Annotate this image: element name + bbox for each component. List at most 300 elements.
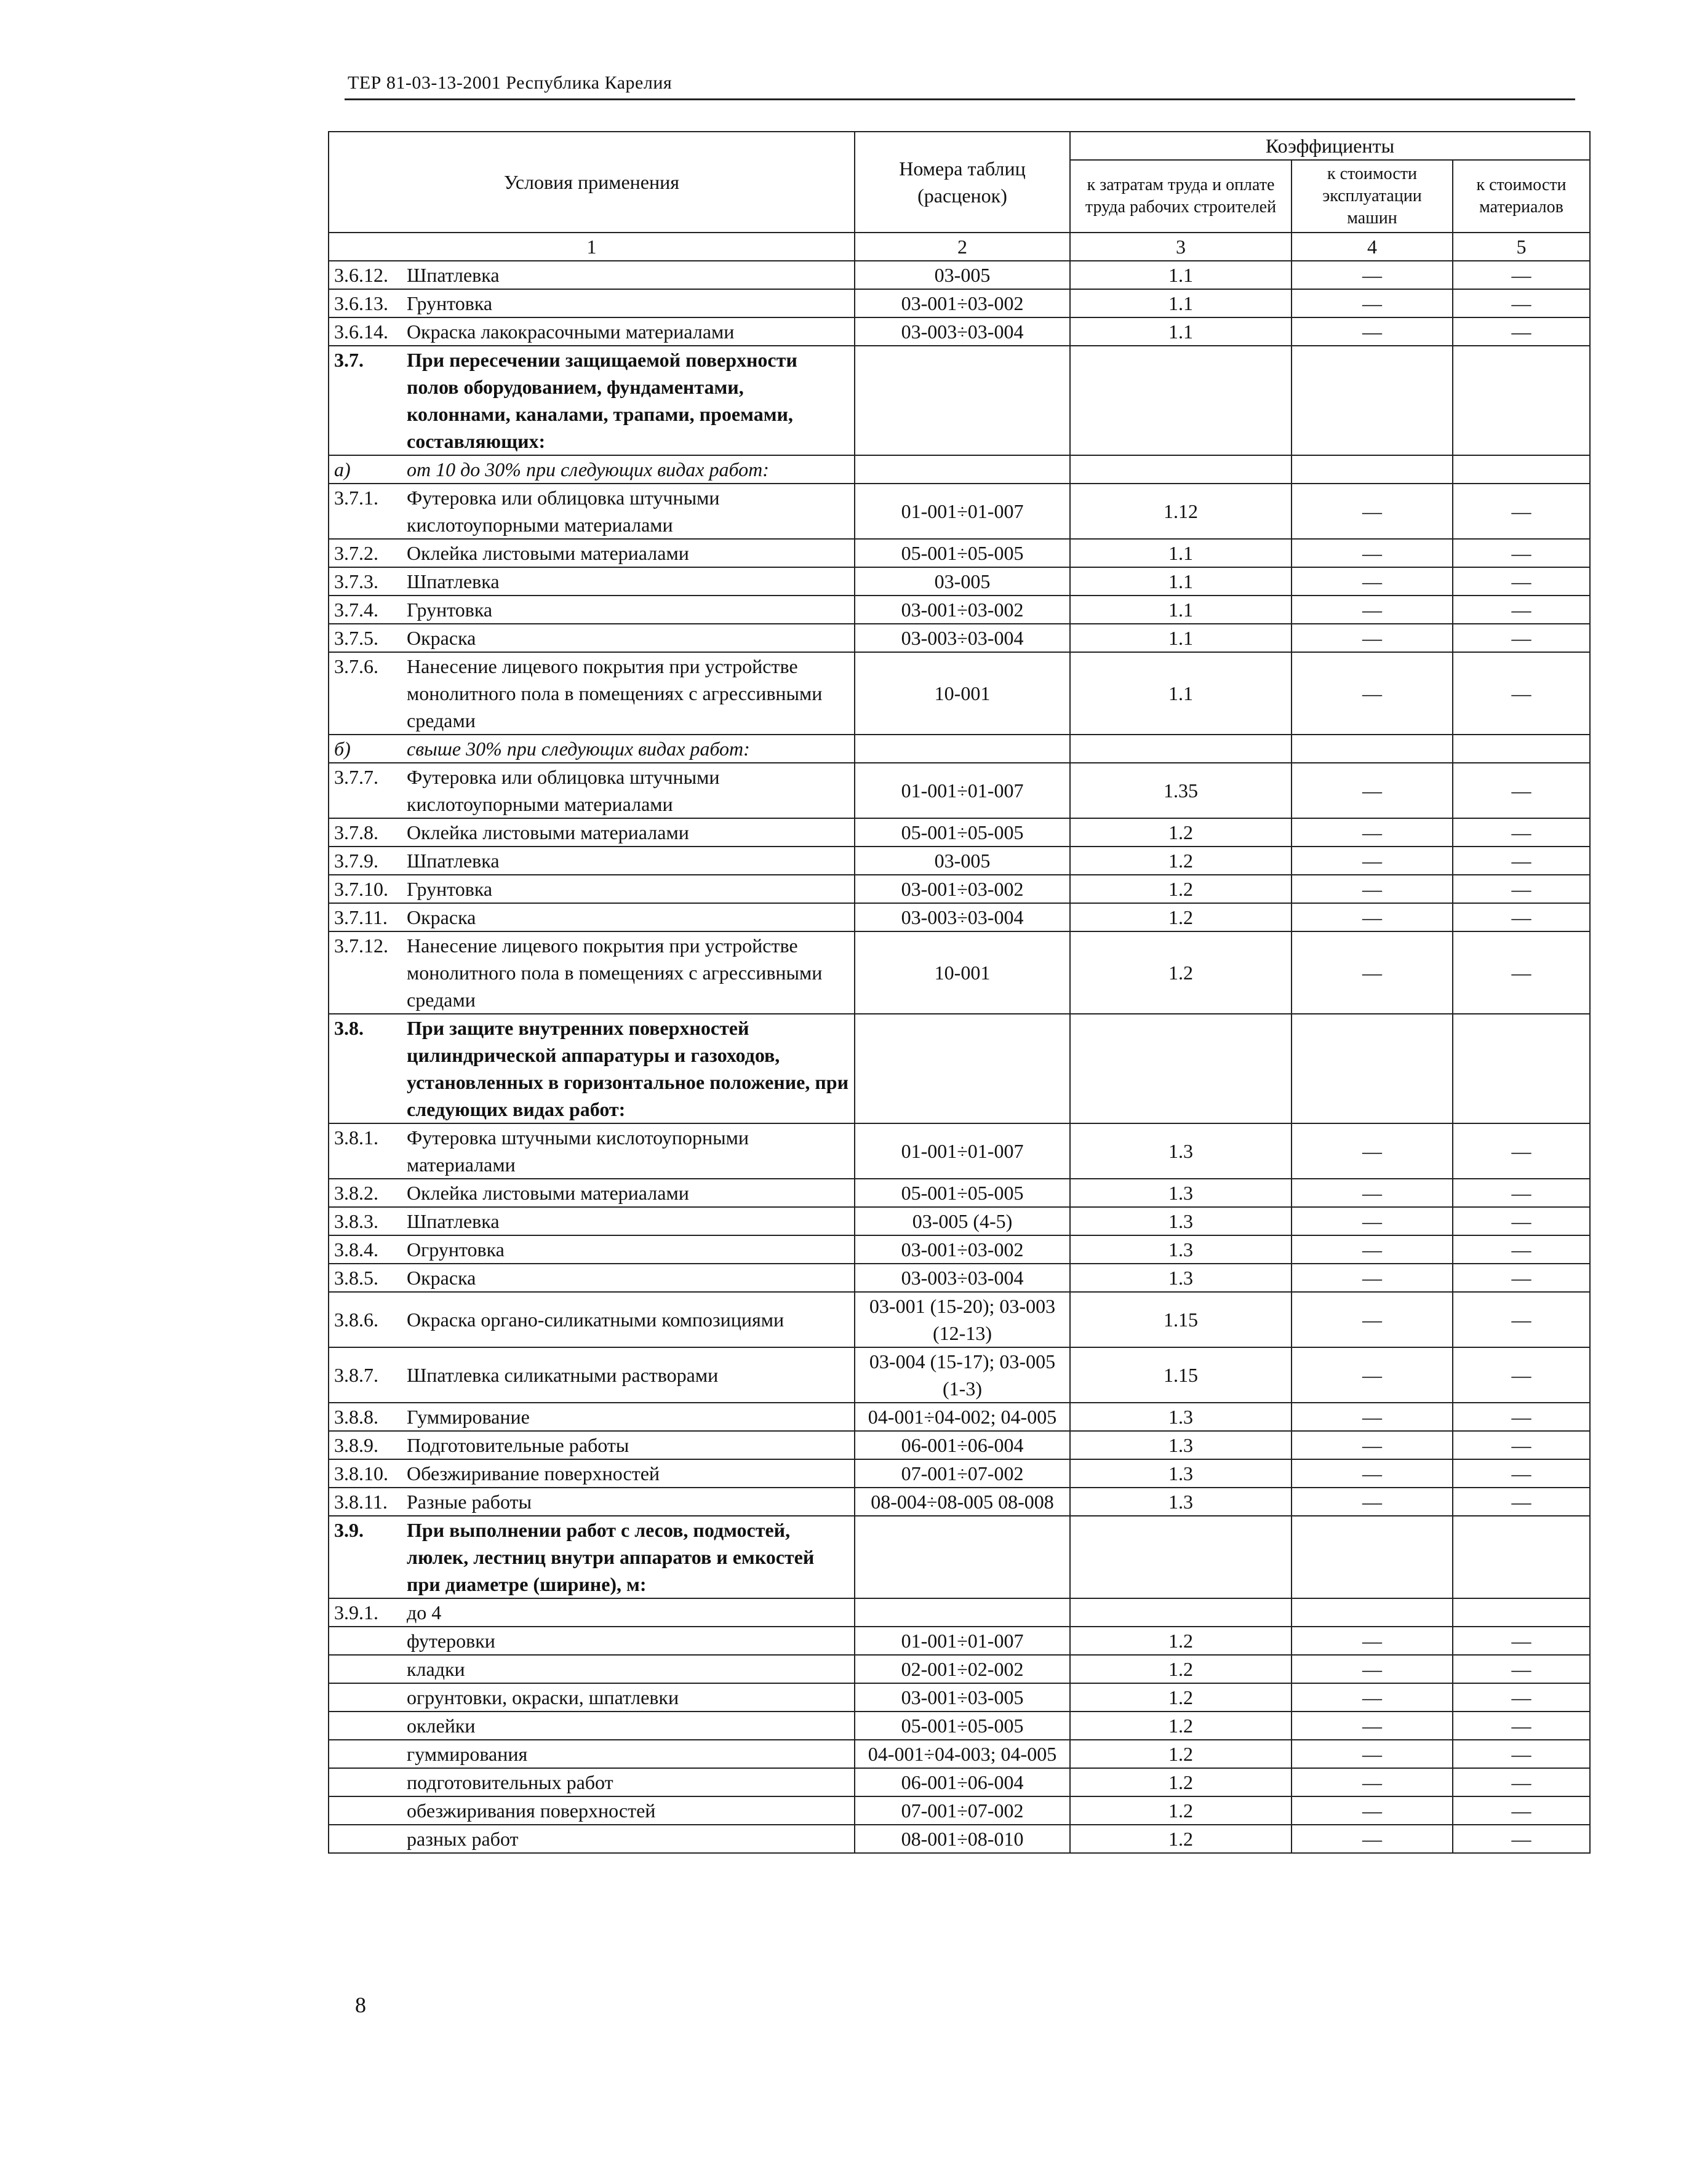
- condition-text: При выполнении работ с лесов, подмостей, люлек, лестниц внутри аппаратов и емкостей при диаметре (ширине), м:: [407, 1519, 815, 1595]
- condition-cell: [329, 261, 855, 289]
- item-number: 3.7.4.: [334, 599, 378, 621]
- materials-coefficient: —: [1453, 1488, 1590, 1516]
- item-number: 3.7.3.: [334, 570, 378, 592]
- materials-coefficient: —: [1453, 1347, 1590, 1403]
- table-row: [329, 289, 1590, 317]
- labor-coefficient: 1.3: [1070, 1179, 1292, 1207]
- col-number-3: 3: [1070, 233, 1292, 261]
- condition-text: Шпатлевка силикатными растворами: [407, 1364, 719, 1386]
- labor-coefficient: 1.2: [1070, 875, 1292, 903]
- tables-cell: 01-001÷01-007: [855, 1123, 1070, 1179]
- materials-coefficient: —: [1453, 903, 1590, 931]
- table-row: [329, 1264, 1590, 1292]
- condition-text: Шпатлевка: [407, 264, 500, 286]
- table-row: [329, 1488, 1590, 1516]
- tables-cell: 05-001÷05-005: [855, 539, 1070, 567]
- table-row: [329, 539, 1590, 567]
- labor-coefficient: 1.3: [1070, 1431, 1292, 1459]
- condition-cell: [329, 455, 855, 484]
- table-row: [329, 1768, 1590, 1796]
- condition-cell: [329, 1235, 855, 1264]
- labor-coefficient: [1070, 1516, 1292, 1598]
- table-row: [329, 931, 1590, 1014]
- labor-coefficient: 1.2: [1070, 1740, 1292, 1768]
- table-row: [329, 652, 1590, 735]
- condition-cell: [329, 346, 855, 455]
- machines-coefficient: —: [1292, 1292, 1453, 1347]
- machines-coefficient: [1292, 1014, 1453, 1123]
- condition-cell: [329, 1627, 855, 1655]
- item-number: 3.7.2.: [334, 542, 378, 564]
- tables-cell: 02-001÷02-002: [855, 1655, 1070, 1683]
- labor-coefficient: 1.12: [1070, 484, 1292, 539]
- materials-coefficient: —: [1453, 875, 1590, 903]
- col-tables-header: Номера таблиц (расценок): [855, 132, 1070, 233]
- table-row: [329, 1740, 1590, 1768]
- condition-cell: [329, 317, 855, 346]
- item-number: [334, 1656, 407, 1683]
- machines-coefficient: —: [1292, 1740, 1453, 1768]
- tables-cell: 01-001÷01-007: [855, 763, 1070, 818]
- item-number: 3.6.13.: [334, 292, 388, 314]
- tables-cell: 03-003÷03-004: [855, 624, 1070, 652]
- materials-coefficient: —: [1453, 1825, 1590, 1853]
- machines-coefficient: —: [1292, 1488, 1453, 1516]
- materials-coefficient: —: [1453, 1768, 1590, 1796]
- condition-cell: [329, 1712, 855, 1740]
- materials-coefficient: —: [1453, 1431, 1590, 1459]
- table-row: [329, 1235, 1590, 1264]
- condition-text: Шпатлевка: [407, 1210, 500, 1232]
- materials-coefficient: —: [1453, 1264, 1590, 1292]
- tables-cell: 05-001÷05-005: [855, 1712, 1070, 1740]
- condition-cell: [329, 931, 855, 1014]
- labor-coefficient: 1.2: [1070, 1712, 1292, 1740]
- condition-text: Подготовительные работы: [407, 1434, 629, 1456]
- condition-text: Окраска: [407, 627, 476, 649]
- condition-cell: [329, 1403, 855, 1431]
- col-number-1: 1: [329, 233, 855, 261]
- condition-cell: [329, 818, 855, 847]
- condition-cell: [329, 875, 855, 903]
- labor-coefficient: 1.1: [1070, 261, 1292, 289]
- machines-coefficient: —: [1292, 1825, 1453, 1853]
- materials-coefficient: —: [1453, 1740, 1590, 1768]
- table-row: [329, 1292, 1590, 1347]
- materials-coefficient: —: [1453, 818, 1590, 847]
- tables-cell: [855, 1598, 1070, 1627]
- tables-cell: 03-005: [855, 847, 1070, 875]
- table-body: [329, 261, 1590, 1853]
- materials-coefficient: —: [1453, 652, 1590, 735]
- section-row: [329, 1516, 1590, 1598]
- tables-cell: [855, 735, 1070, 763]
- labor-coefficient: [1070, 1014, 1292, 1123]
- labor-coefficient: 1.3: [1070, 1488, 1292, 1516]
- col-coefficients-header: Коэффициенты: [1070, 132, 1590, 160]
- labor-coefficient: 1.3: [1070, 1123, 1292, 1179]
- materials-coefficient: —: [1453, 539, 1590, 567]
- labor-coefficient: 1.1: [1070, 317, 1292, 346]
- item-number: 3.8.11.: [334, 1491, 388, 1513]
- tables-cell: 03-003÷03-004: [855, 903, 1070, 931]
- condition-text: до 4: [407, 1601, 442, 1624]
- labor-coefficient: [1070, 455, 1292, 484]
- table-row: [329, 484, 1590, 539]
- materials-coefficient: —: [1453, 1123, 1590, 1179]
- table-row: [329, 1347, 1590, 1403]
- condition-text: Окраска органо-силикатными композициями: [407, 1309, 785, 1331]
- tables-cell: 04-001÷04-002; 04-005: [855, 1403, 1070, 1431]
- condition-cell: [329, 652, 855, 735]
- labor-coefficient: 1.2: [1070, 931, 1292, 1014]
- col-conditions-header: Условия применения: [329, 132, 855, 233]
- section-row: [329, 1014, 1590, 1123]
- materials-coefficient: —: [1453, 1712, 1590, 1740]
- materials-coefficient: —: [1453, 847, 1590, 875]
- subsection-row: [329, 735, 1590, 763]
- condition-text: Шпатлевка: [407, 850, 500, 872]
- condition-cell: [329, 1825, 855, 1853]
- page-number: 8: [355, 1993, 366, 2017]
- table-row: [329, 1598, 1590, 1627]
- item-number: 3.7.12.: [334, 935, 388, 957]
- table-row: [329, 763, 1590, 818]
- labor-coefficient: 1.1: [1070, 289, 1292, 317]
- condition-text: Футеровка или облицовка штучными кислотоупорными материалами: [407, 766, 720, 815]
- tables-cell: 03-001 (15-20); 03-003 (12-13): [855, 1292, 1070, 1347]
- condition-cell: [329, 1683, 855, 1712]
- machines-coefficient: —: [1292, 317, 1453, 346]
- machines-coefficient: —: [1292, 652, 1453, 735]
- table-row: [329, 1123, 1590, 1179]
- tables-cell: 10-001: [855, 931, 1070, 1014]
- condition-text: Оклейка листовыми материалами: [407, 1182, 689, 1204]
- table-row: [329, 1712, 1590, 1740]
- item-number: 3.8.: [334, 1017, 364, 1039]
- item-number: 3.7.7.: [334, 766, 378, 788]
- table-header: [329, 132, 1590, 261]
- condition-text: Огрунтовка: [407, 1238, 505, 1261]
- condition-text: гуммирования: [407, 1743, 528, 1765]
- condition-cell: [329, 1207, 855, 1235]
- machines-coefficient: [1292, 1598, 1453, 1627]
- item-number: 3.7.: [334, 349, 364, 371]
- table-row: [329, 847, 1590, 875]
- tables-cell: 03-005: [855, 567, 1070, 596]
- item-number: 3.8.3.: [334, 1210, 378, 1232]
- materials-coefficient: —: [1453, 1683, 1590, 1712]
- materials-coefficient: —: [1453, 289, 1590, 317]
- tables-cell: 04-001÷04-003; 04-005: [855, 1740, 1070, 1768]
- machines-coefficient: —: [1292, 1768, 1453, 1796]
- condition-cell: [329, 1179, 855, 1207]
- item-number: 3.7.1.: [334, 487, 378, 509]
- condition-text: Окраска: [407, 1267, 476, 1289]
- machines-coefficient: —: [1292, 818, 1453, 847]
- table-row: [329, 1796, 1590, 1825]
- tables-cell: 03-001÷03-005: [855, 1683, 1070, 1712]
- item-number: 3.7.10.: [334, 878, 388, 900]
- condition-cell: [329, 1292, 855, 1347]
- materials-coefficient: —: [1453, 624, 1590, 652]
- condition-cell: [329, 1488, 855, 1516]
- tables-cell: 03-004 (15-17); 03-005 (1-3): [855, 1347, 1070, 1403]
- machines-coefficient: —: [1292, 539, 1453, 567]
- machines-coefficient: —: [1292, 1347, 1453, 1403]
- tables-cell: 03-003÷03-004: [855, 1264, 1070, 1292]
- materials-coefficient: [1453, 735, 1590, 763]
- materials-coefficient: —: [1453, 484, 1590, 539]
- tables-cell: 10-001: [855, 652, 1070, 735]
- col-machines-header: к стоимости эксплуатации машин: [1292, 160, 1453, 233]
- condition-cell: [329, 735, 855, 763]
- condition-cell: [329, 567, 855, 596]
- labor-coefficient: [1070, 1598, 1292, 1627]
- table-row: [329, 317, 1590, 346]
- machines-coefficient: —: [1292, 903, 1453, 931]
- condition-cell: [329, 1264, 855, 1292]
- machines-coefficient: —: [1292, 1796, 1453, 1825]
- machines-coefficient: —: [1292, 1627, 1453, 1655]
- machines-coefficient: —: [1292, 1431, 1453, 1459]
- labor-coefficient: 1.2: [1070, 1683, 1292, 1712]
- item-number: 3.8.5.: [334, 1267, 378, 1289]
- item-number: [334, 1684, 407, 1711]
- condition-text: Шпатлевка: [407, 570, 500, 592]
- materials-coefficient: —: [1453, 261, 1590, 289]
- materials-coefficient: —: [1453, 1292, 1590, 1347]
- condition-cell: [329, 1768, 855, 1796]
- materials-coefficient: —: [1453, 1459, 1590, 1488]
- condition-text: огрунтовки, окраски, шпатлевки: [407, 1686, 679, 1708]
- labor-coefficient: 1.2: [1070, 818, 1292, 847]
- labor-coefficient: 1.3: [1070, 1264, 1292, 1292]
- machines-coefficient: —: [1292, 1264, 1453, 1292]
- labor-coefficient: [1070, 346, 1292, 455]
- table-row: [329, 1825, 1590, 1853]
- table-row: [329, 1627, 1590, 1655]
- materials-coefficient: —: [1453, 931, 1590, 1014]
- machines-coefficient: —: [1292, 931, 1453, 1014]
- table-row: [329, 1403, 1590, 1431]
- labor-coefficient: 1.35: [1070, 763, 1292, 818]
- materials-coefficient: [1453, 346, 1590, 455]
- materials-coefficient: —: [1453, 1627, 1590, 1655]
- item-number: 3.6.14.: [334, 321, 388, 343]
- condition-text: оклейки: [407, 1715, 476, 1737]
- item-number: 3.7.9.: [334, 850, 378, 872]
- tables-cell: 06-001÷06-004: [855, 1768, 1070, 1796]
- machines-coefficient: —: [1292, 875, 1453, 903]
- item-number: 3.8.2.: [334, 1182, 378, 1204]
- machines-coefficient: —: [1292, 1123, 1453, 1179]
- tables-cell: 03-001÷03-002: [855, 875, 1070, 903]
- tables-cell: 01-001÷01-007: [855, 1627, 1070, 1655]
- condition-text: Нанесение лицевого покрытия при устройстве монолитного пола в помещениях с агрессивными средами: [407, 935, 823, 1011]
- labor-coefficient: 1.2: [1070, 1655, 1292, 1683]
- item-number: 3.8.4.: [334, 1238, 378, 1261]
- condition-cell: [329, 1123, 855, 1179]
- materials-coefficient: —: [1453, 596, 1590, 624]
- machines-coefficient: —: [1292, 847, 1453, 875]
- condition-text: Грунтовка: [407, 292, 493, 314]
- tables-cell: [855, 455, 1070, 484]
- condition-cell: [329, 1431, 855, 1459]
- machines-coefficient: —: [1292, 624, 1453, 652]
- materials-coefficient: —: [1453, 1403, 1590, 1431]
- item-number: 3.7.5.: [334, 627, 378, 649]
- item-number: 3.7.8.: [334, 821, 378, 843]
- condition-text: Футеровка или облицовка штучными кислотоупорными материалами: [407, 487, 720, 536]
- item-number: 3.8.6.: [334, 1309, 378, 1331]
- col-number-4: 4: [1292, 233, 1453, 261]
- document-header: ТЕР 81-03-13-2001 Республика Карелия: [348, 73, 673, 93]
- condition-text: свыше 30% при следующих видах работ:: [407, 738, 750, 760]
- tables-cell: 01-001÷01-007: [855, 484, 1070, 539]
- labor-coefficient: 1.2: [1070, 1796, 1292, 1825]
- condition-text: обезжиривания поверхностей: [407, 1799, 656, 1822]
- machines-coefficient: —: [1292, 1655, 1453, 1683]
- table-row: [329, 1683, 1590, 1712]
- condition-text: Разные работы: [407, 1491, 532, 1513]
- condition-cell: [329, 1516, 855, 1598]
- subsection-row: [329, 455, 1590, 484]
- condition-text: Гуммирование: [407, 1406, 530, 1428]
- labor-coefficient: [1070, 735, 1292, 763]
- item-number: 3.8.1.: [334, 1126, 378, 1149]
- machines-coefficient: —: [1292, 1207, 1453, 1235]
- condition-cell: [329, 1014, 855, 1123]
- col-materials-header: к стоимости материалов: [1453, 160, 1590, 233]
- condition-text: При защите внутренних поверхностей цилиндрической аппаратуры и газоходов, установленных в горизонтальное положение, при следующих видах работ:: [407, 1017, 849, 1120]
- materials-coefficient: [1453, 455, 1590, 484]
- item-number: 3.9.1.: [334, 1601, 378, 1624]
- tables-cell: 05-001÷05-005: [855, 1179, 1070, 1207]
- tables-cell: 08-004÷08-005 08-008: [855, 1488, 1070, 1516]
- labor-coefficient: 1.1: [1070, 652, 1292, 735]
- table-row: [329, 624, 1590, 652]
- materials-coefficient: —: [1453, 763, 1590, 818]
- condition-text: Грунтовка: [407, 878, 493, 900]
- labor-coefficient: 1.3: [1070, 1459, 1292, 1488]
- tables-cell: 08-001÷08-010: [855, 1825, 1070, 1853]
- machines-coefficient: —: [1292, 1683, 1453, 1712]
- condition-text: Обезжиривание поверхностей: [407, 1462, 660, 1485]
- condition-text: Нанесение лицевого покрытия при устройстве монолитного пола в помещениях с агрессивными средами: [407, 655, 823, 731]
- tables-cell: [855, 1014, 1070, 1123]
- condition-text: футеровки: [407, 1630, 495, 1652]
- machines-coefficient: —: [1292, 1459, 1453, 1488]
- machines-coefficient: [1292, 735, 1453, 763]
- labor-coefficient: 1.1: [1070, 624, 1292, 652]
- table-row: [329, 1459, 1590, 1488]
- condition-text: Оклейка листовыми материалами: [407, 542, 689, 564]
- materials-coefficient: —: [1453, 1655, 1590, 1683]
- labor-coefficient: 1.1: [1070, 567, 1292, 596]
- tables-cell: 07-001÷07-002: [855, 1796, 1070, 1825]
- machines-coefficient: —: [1292, 261, 1453, 289]
- item-number: а): [334, 458, 351, 480]
- item-number: 3.8.7.: [334, 1364, 378, 1386]
- tables-cell: [855, 1516, 1070, 1598]
- condition-cell: [329, 596, 855, 624]
- tables-cell: 05-001÷05-005: [855, 818, 1070, 847]
- item-number: 3.7.11.: [334, 906, 388, 928]
- item-number: [334, 1797, 407, 1824]
- labor-coefficient: 1.3: [1070, 1207, 1292, 1235]
- table-row: [329, 261, 1590, 289]
- condition-cell: [329, 289, 855, 317]
- item-number: [334, 1769, 407, 1796]
- table-row: [329, 1655, 1590, 1683]
- tables-cell: 03-001÷03-002: [855, 1235, 1070, 1264]
- table-row: [329, 567, 1590, 596]
- condition-cell: [329, 1598, 855, 1627]
- table-row: [329, 1207, 1590, 1235]
- materials-coefficient: [1453, 1516, 1590, 1598]
- table-row: [329, 875, 1590, 903]
- labor-coefficient: 1.2: [1070, 1768, 1292, 1796]
- condition-cell: [329, 1655, 855, 1683]
- condition-cell: [329, 624, 855, 652]
- machines-coefficient: —: [1292, 289, 1453, 317]
- table-row: [329, 818, 1590, 847]
- condition-text: подготовительных работ: [407, 1771, 613, 1793]
- col-labor-header: к затратам труда и оплате труда рабочих строителей: [1070, 160, 1292, 233]
- tables-cell: 03-005: [855, 261, 1070, 289]
- machines-coefficient: [1292, 455, 1453, 484]
- materials-coefficient: —: [1453, 1179, 1590, 1207]
- machines-coefficient: —: [1292, 1179, 1453, 1207]
- tables-cell: 03-001÷03-002: [855, 596, 1070, 624]
- machines-coefficient: —: [1292, 1403, 1453, 1431]
- condition-text: Оклейка листовыми материалами: [407, 821, 689, 843]
- labor-coefficient: 1.1: [1070, 539, 1292, 567]
- condition-text: Окраска лакокрасочными материалами: [407, 321, 735, 343]
- condition-cell: [329, 1740, 855, 1768]
- labor-coefficient: 1.3: [1070, 1403, 1292, 1431]
- machines-coefficient: —: [1292, 1712, 1453, 1740]
- item-number: [334, 1740, 407, 1768]
- table-row: [329, 1431, 1590, 1459]
- machines-coefficient: —: [1292, 484, 1453, 539]
- item-number: 3.9.: [334, 1519, 364, 1541]
- item-number: 3.7.6.: [334, 655, 378, 677]
- item-number: б): [334, 738, 351, 760]
- condition-cell: [329, 847, 855, 875]
- item-number: [334, 1627, 407, 1654]
- materials-coefficient: —: [1453, 1235, 1590, 1264]
- tables-cell: 03-001÷03-002: [855, 289, 1070, 317]
- materials-coefficient: —: [1453, 1796, 1590, 1825]
- item-number: 3.8.8.: [334, 1406, 378, 1428]
- machines-coefficient: —: [1292, 596, 1453, 624]
- condition-text: от 10 до 30% при следующих видах работ:: [407, 458, 769, 480]
- labor-coefficient: 1.15: [1070, 1292, 1292, 1347]
- machines-coefficient: —: [1292, 763, 1453, 818]
- col-number-5: 5: [1453, 233, 1590, 261]
- condition-text: Футеровка штучными кислотоупорными материалами: [407, 1126, 749, 1176]
- coefficients-table: [328, 131, 1591, 1854]
- item-number: 3.8.9.: [334, 1434, 378, 1456]
- condition-text: При пересечении защищаемой поверхности полов оборудованием, фундаментами, колоннами, каналами, трапами, проемами, составляющих:: [407, 349, 797, 452]
- table-row: [329, 903, 1590, 931]
- item-number: 3.8.10.: [334, 1462, 388, 1485]
- machines-coefficient: —: [1292, 1235, 1453, 1264]
- condition-cell: [329, 1796, 855, 1825]
- tables-cell: [855, 346, 1070, 455]
